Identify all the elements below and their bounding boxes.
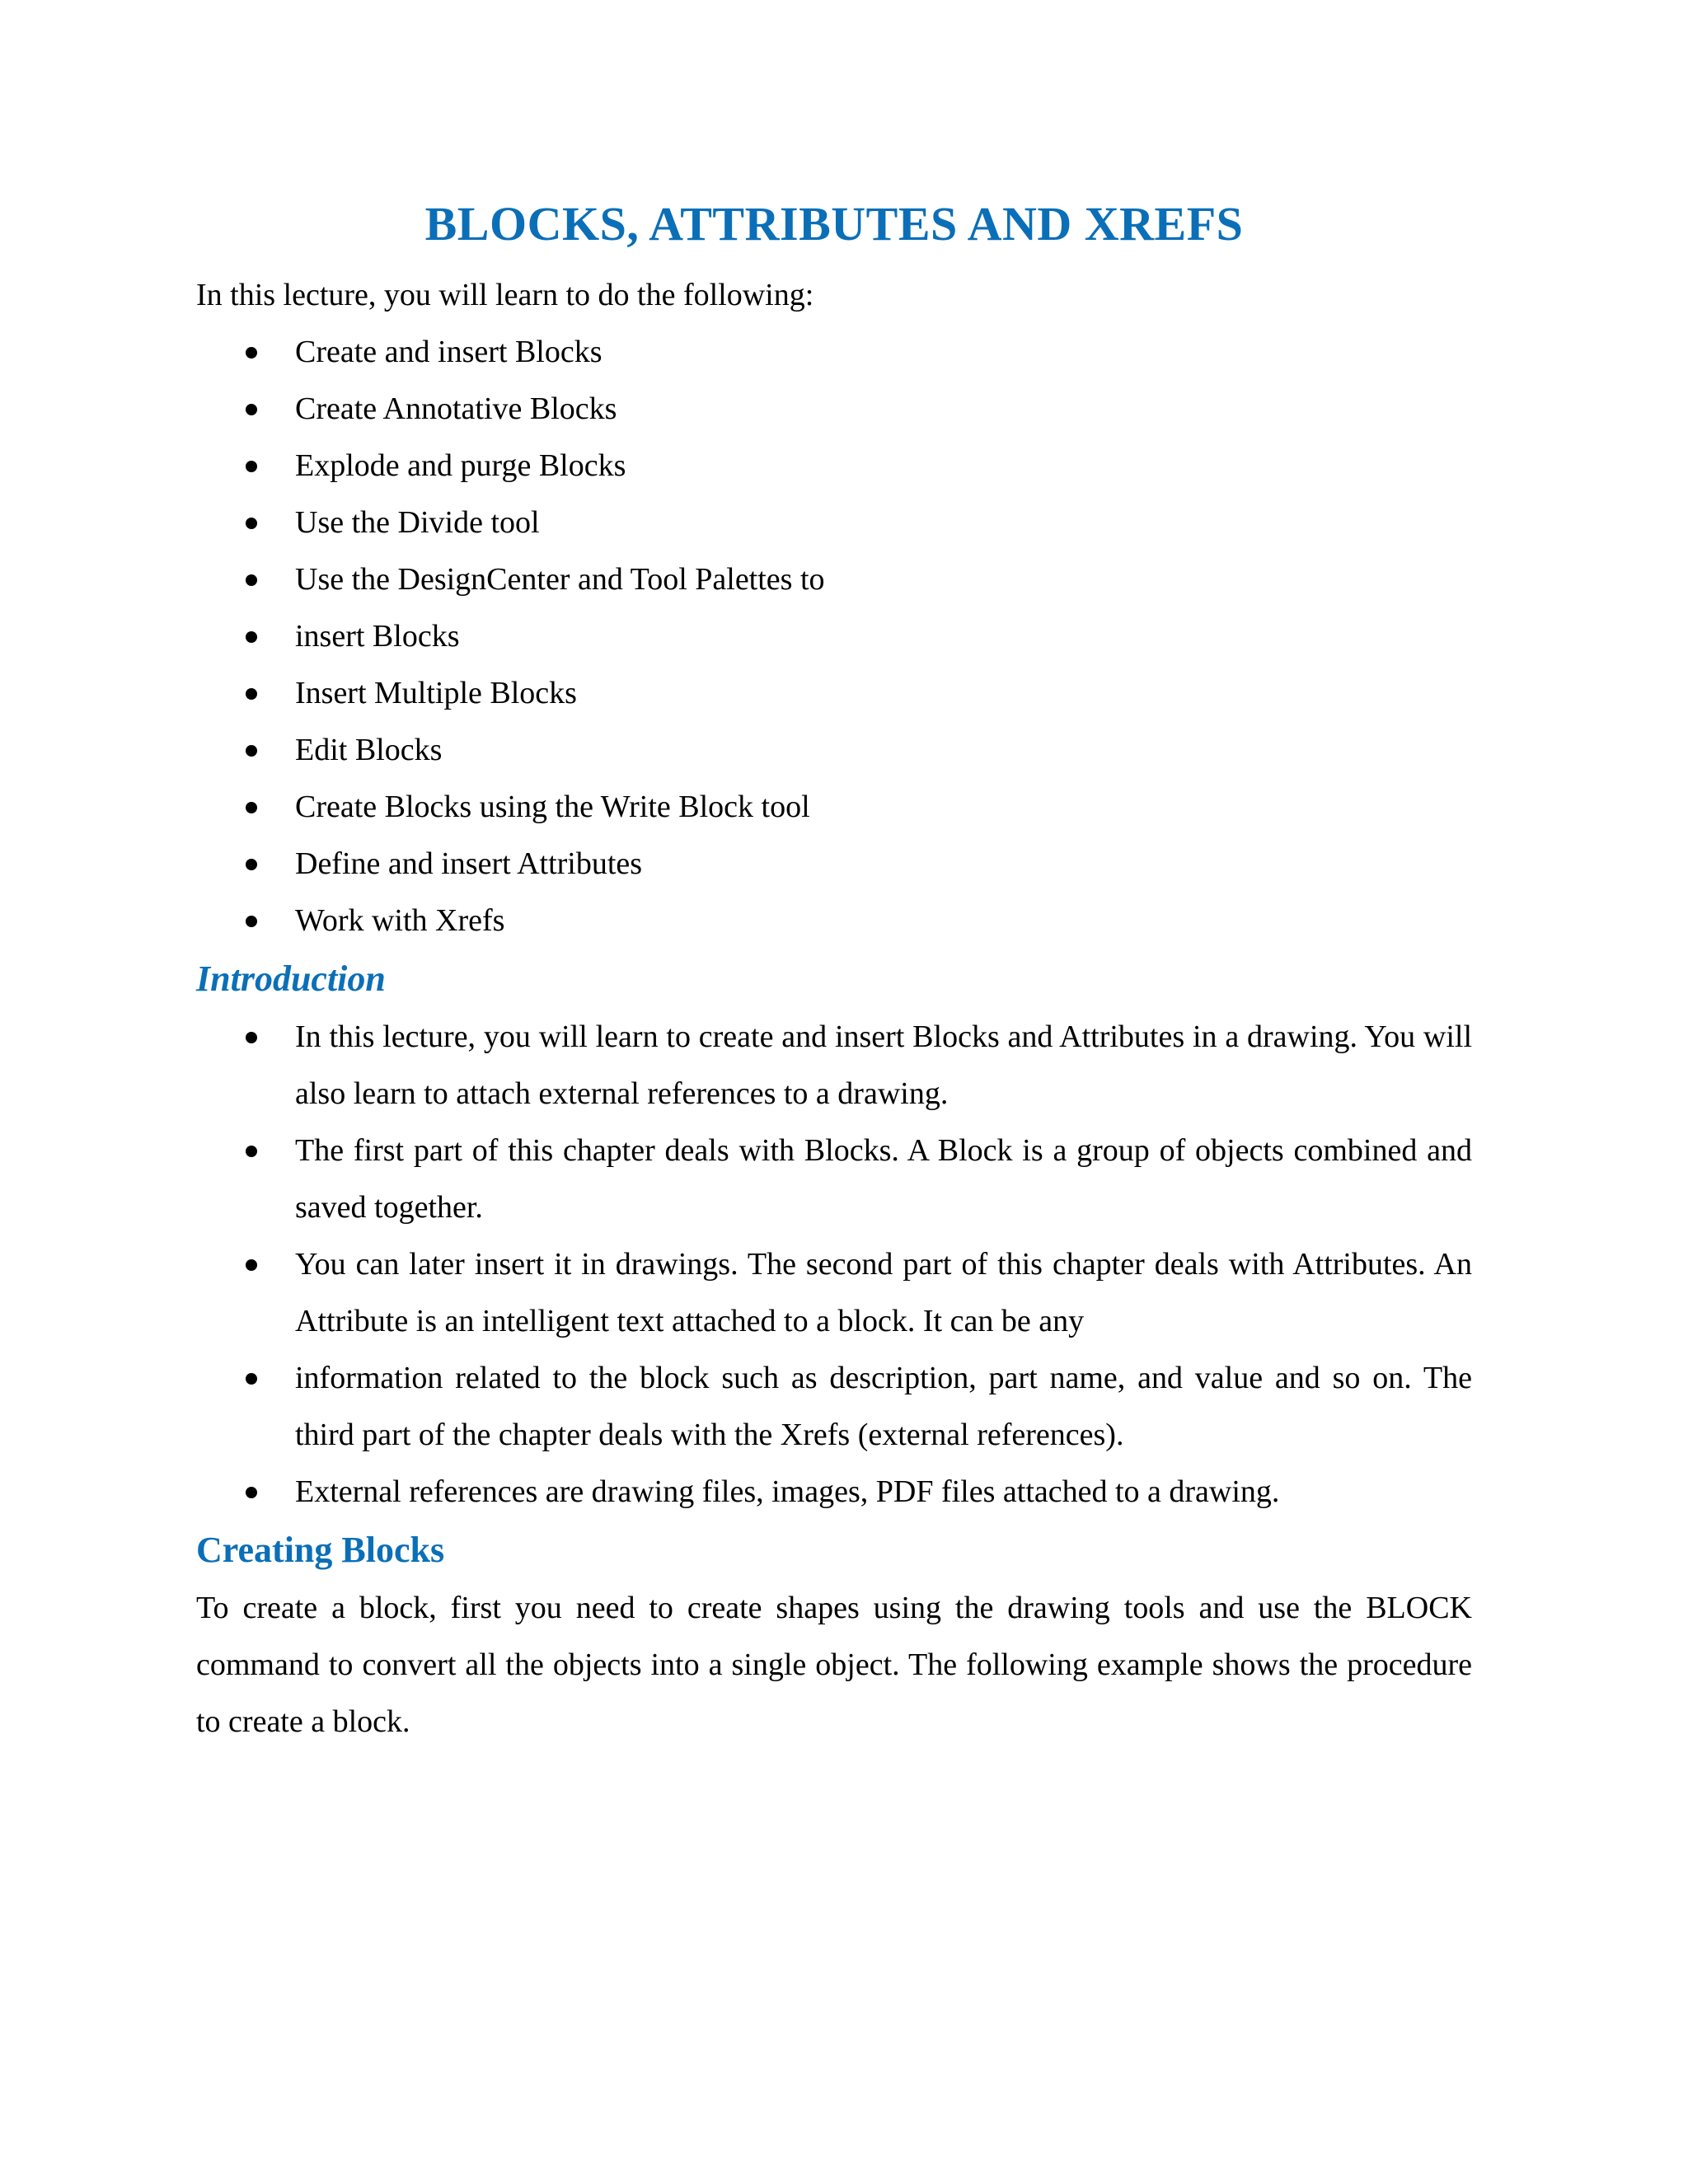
page-content	[196, 191, 1472, 1750]
list-item	[196, 1464, 1472, 1521]
bullet-icon	[246, 631, 257, 643]
bullet-icon	[246, 461, 257, 472]
list-item	[196, 665, 1472, 722]
bullet-icon	[246, 745, 257, 757]
introduction-list	[196, 1009, 1472, 1521]
creating-blocks-paragraph: To create a block, first you need to create shapes using the drawing tools and use the BLOCK command to convert all the objects into a single object. The following example shows the procedure to create a block.	[196, 1591, 1472, 1739]
bullet-icon	[246, 859, 257, 870]
creating-blocks-heading: Creating Blocks	[196, 1530, 445, 1570]
list-item-text: External references are drawing files, images, PDF files attached to a drawing.	[295, 1474, 1280, 1509]
list-item-text: Use the Divide tool	[295, 505, 540, 540]
list-item	[196, 608, 1472, 665]
bullet-icon	[246, 404, 257, 415]
bullet-icon	[246, 802, 257, 813]
list-item	[196, 324, 1472, 381]
list-item-text: In this lecture, you will learn to create and insert Blocks and Attributes in a drawing. You will also learn to attach external references to a drawing.	[295, 1019, 1472, 1111]
list-item-text: You can later insert it in drawings. The second part of this chapter deals with Attributes. An Attribute is an intelligent text attached to a block. It can be any	[295, 1247, 1472, 1338]
list-item	[196, 494, 1472, 551]
list-item-text: information related to the block such as description, part name, and value and so on. The third part of the chapter deals with the Xrefs (external references).	[295, 1361, 1472, 1452]
list-item	[196, 893, 1472, 949]
bullet-icon	[246, 347, 257, 359]
list-item	[196, 1350, 1472, 1464]
bullet-icon	[246, 1146, 257, 1157]
list-item	[196, 438, 1472, 494]
introduction-heading: Introduction	[196, 958, 386, 999]
objectives-list	[196, 324, 1472, 949]
bullet-icon	[246, 1373, 257, 1385]
list-item-text: Edit Blocks	[295, 733, 443, 767]
list-item-text: Use the DesignCenter and Tool Palettes to	[295, 562, 825, 597]
bullet-icon	[246, 1032, 257, 1043]
list-item-text: Create and insert Blocks	[295, 335, 603, 369]
list-item	[196, 551, 1472, 608]
list-item	[196, 779, 1472, 836]
list-item-text: Explode and purge Blocks	[295, 448, 626, 483]
list-item	[196, 722, 1472, 779]
list-item-text: Create Annotative Blocks	[295, 391, 617, 426]
list-item-text: insert Blocks	[295, 619, 460, 654]
bullet-icon	[246, 574, 257, 586]
list-item-text: Work with Xrefs	[295, 903, 505, 938]
page-title: BLOCKS, ATTRIBUTES AND XREFS	[424, 197, 1244, 251]
bullet-icon	[246, 1259, 257, 1271]
list-item	[196, 1009, 1472, 1122]
bullet-icon	[246, 916, 257, 927]
list-item-text: Create Blocks using the Write Block tool	[295, 790, 810, 824]
intro-line: In this lecture, you will learn to do the following:	[196, 278, 814, 312]
list-item-text: Define and insert Attributes	[295, 846, 643, 881]
list-item	[196, 1236, 1472, 1350]
list-item	[196, 836, 1472, 893]
list-item	[196, 1122, 1472, 1236]
list-item-text: Insert Multiple Blocks	[295, 676, 577, 710]
bullet-icon	[246, 1487, 257, 1498]
list-item	[196, 381, 1472, 438]
bullet-icon	[246, 518, 257, 529]
list-item-text: The first part of this chapter deals with Blocks. A Block is a group of objects combined and saved together.	[295, 1133, 1472, 1225]
bullet-icon	[246, 688, 257, 700]
